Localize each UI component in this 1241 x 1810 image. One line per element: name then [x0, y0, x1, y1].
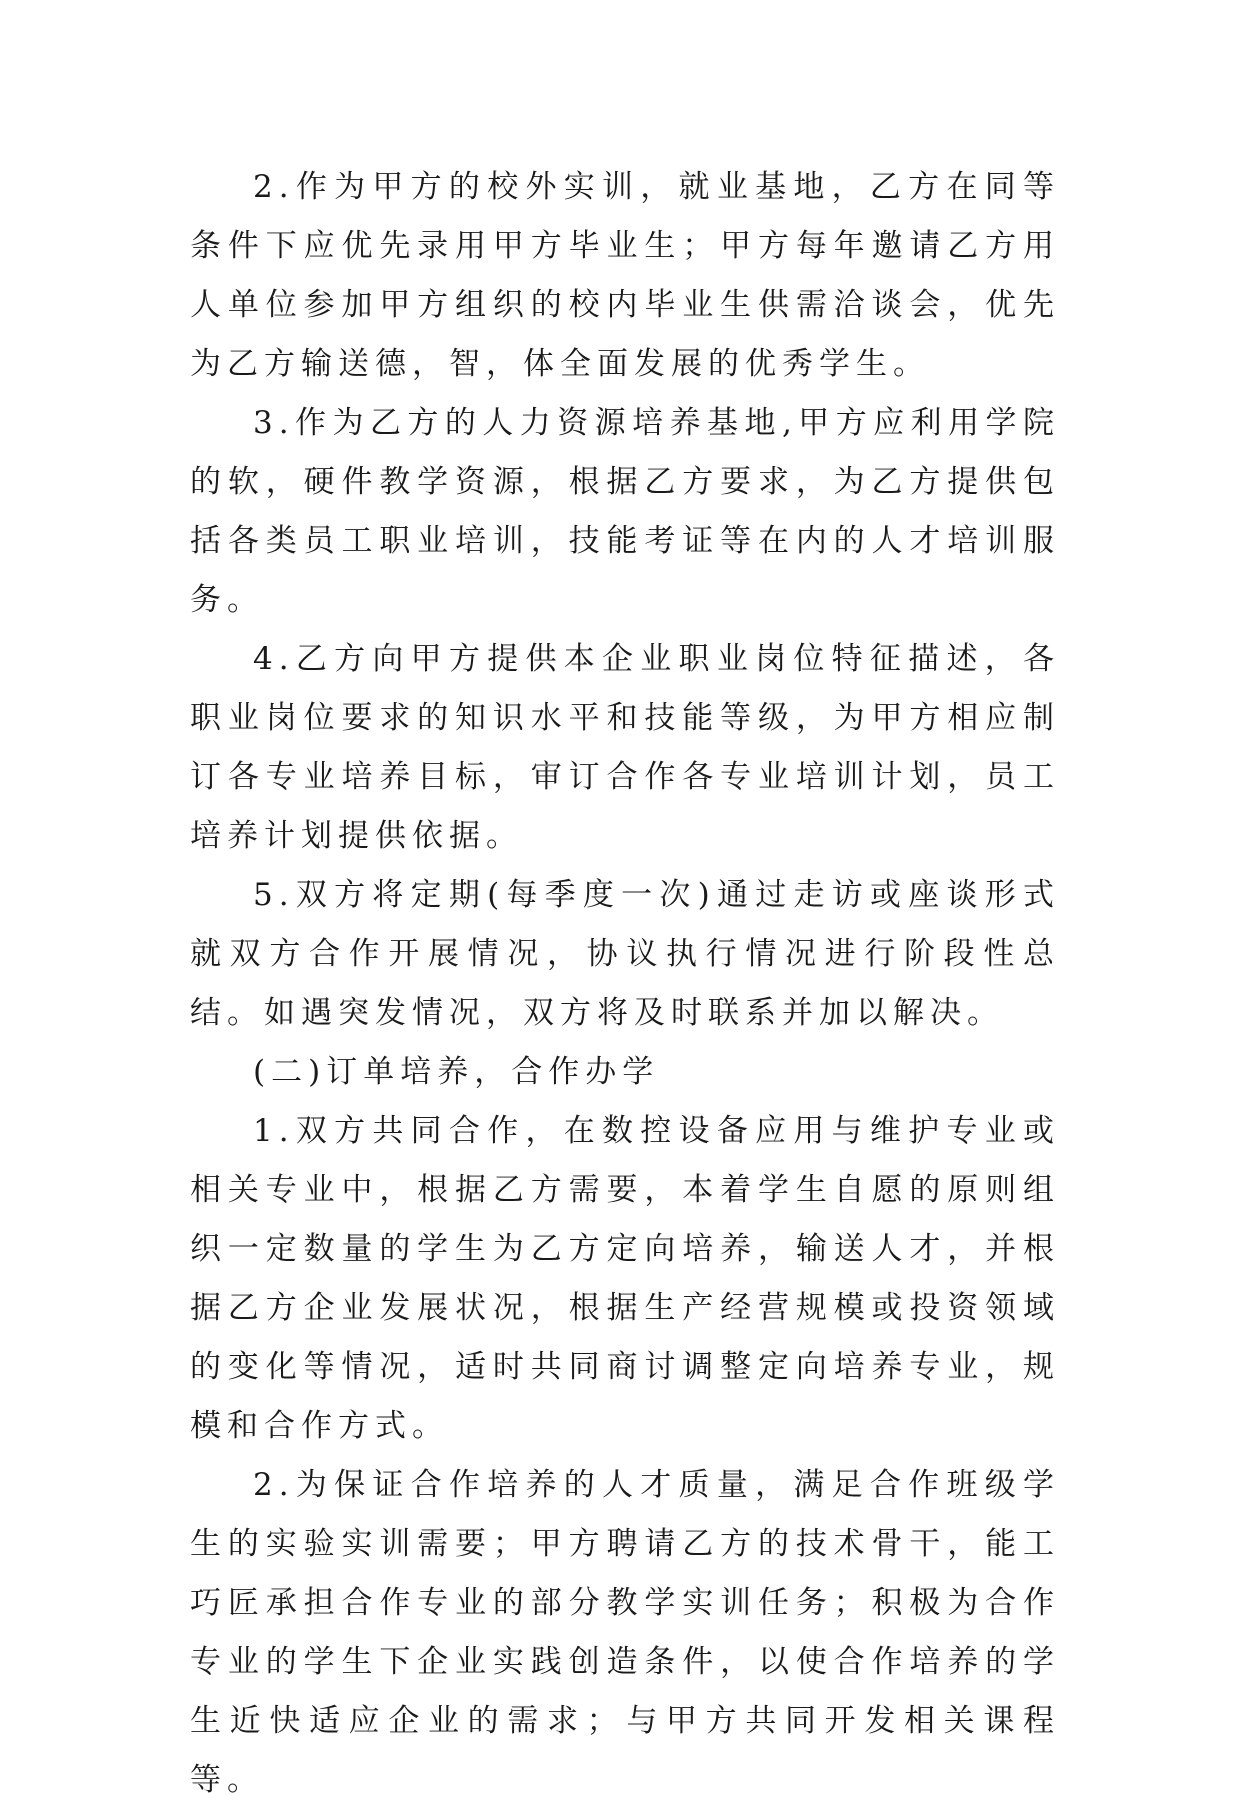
paragraph-item-2-campus-training-base: 2.作为甲方的校外实训，就业基地，乙方在同等条件下应优先录用甲方毕业生；甲方每年邀请乙方用人单位参加甲方组织的校内毕业生供需洽谈会，优先为乙方输送德，智，体全面发展的优秀学生。	[190, 169, 1060, 382]
paragraph-item-2-training-quality: 2.为保证合作培养的人才质量，满足合作班级学生的实验实训需要；甲方聘请乙方的技术骨干，能工巧匠承担合作专业的部分教学实训任务；积极为合作专业的学生下企业实践创造条件，以使合作培养的学生近快适应企业的需求；与甲方共同开发相关课程等。	[190, 1467, 1060, 1798]
section-heading-order-training: (二)订单培养，合作办学	[253, 1054, 660, 1090]
paragraph-item-4-job-descriptions: 4.乙方向甲方提供本企业职业岗位特征描述，各职业岗位要求的知识水平和技能等级，为甲方相应制订各专业培养目标，审订合作各专业培训计划，员工培养计划提供依据。	[190, 641, 1060, 854]
paragraph-item-5-periodic-review: 5.双方将定期(每季度一次)通过走访或座谈形式就双方合作开展情况，协议执行情况进行阶段性总结。如遇突发情况，双方将及时联系并加以解决。	[190, 877, 1060, 1031]
paragraph-item-3-hr-training-base: 3.作为乙方的人力资源培养基地,甲方应利用学院的软，硬件教学资源，根据乙方要求，为乙方提供包括各类员工职业培训，技能考证等在内的人才培训服务。	[190, 405, 1060, 618]
document-body	[190, 158, 1060, 1810]
paragraph-item-1-joint-cooperation: 1.双方共同合作，在数控设备应用与维护专业或相关专业中，根据乙方需要，本着学生自愿的原则组织一定数量的学生为乙方定向培养，输送人才，并根据乙方企业发展状况，根据生产经营规模或投资领域的变化等情况，适时共同商讨调整定向培养专业，规模和合作方式。	[190, 1113, 1060, 1444]
